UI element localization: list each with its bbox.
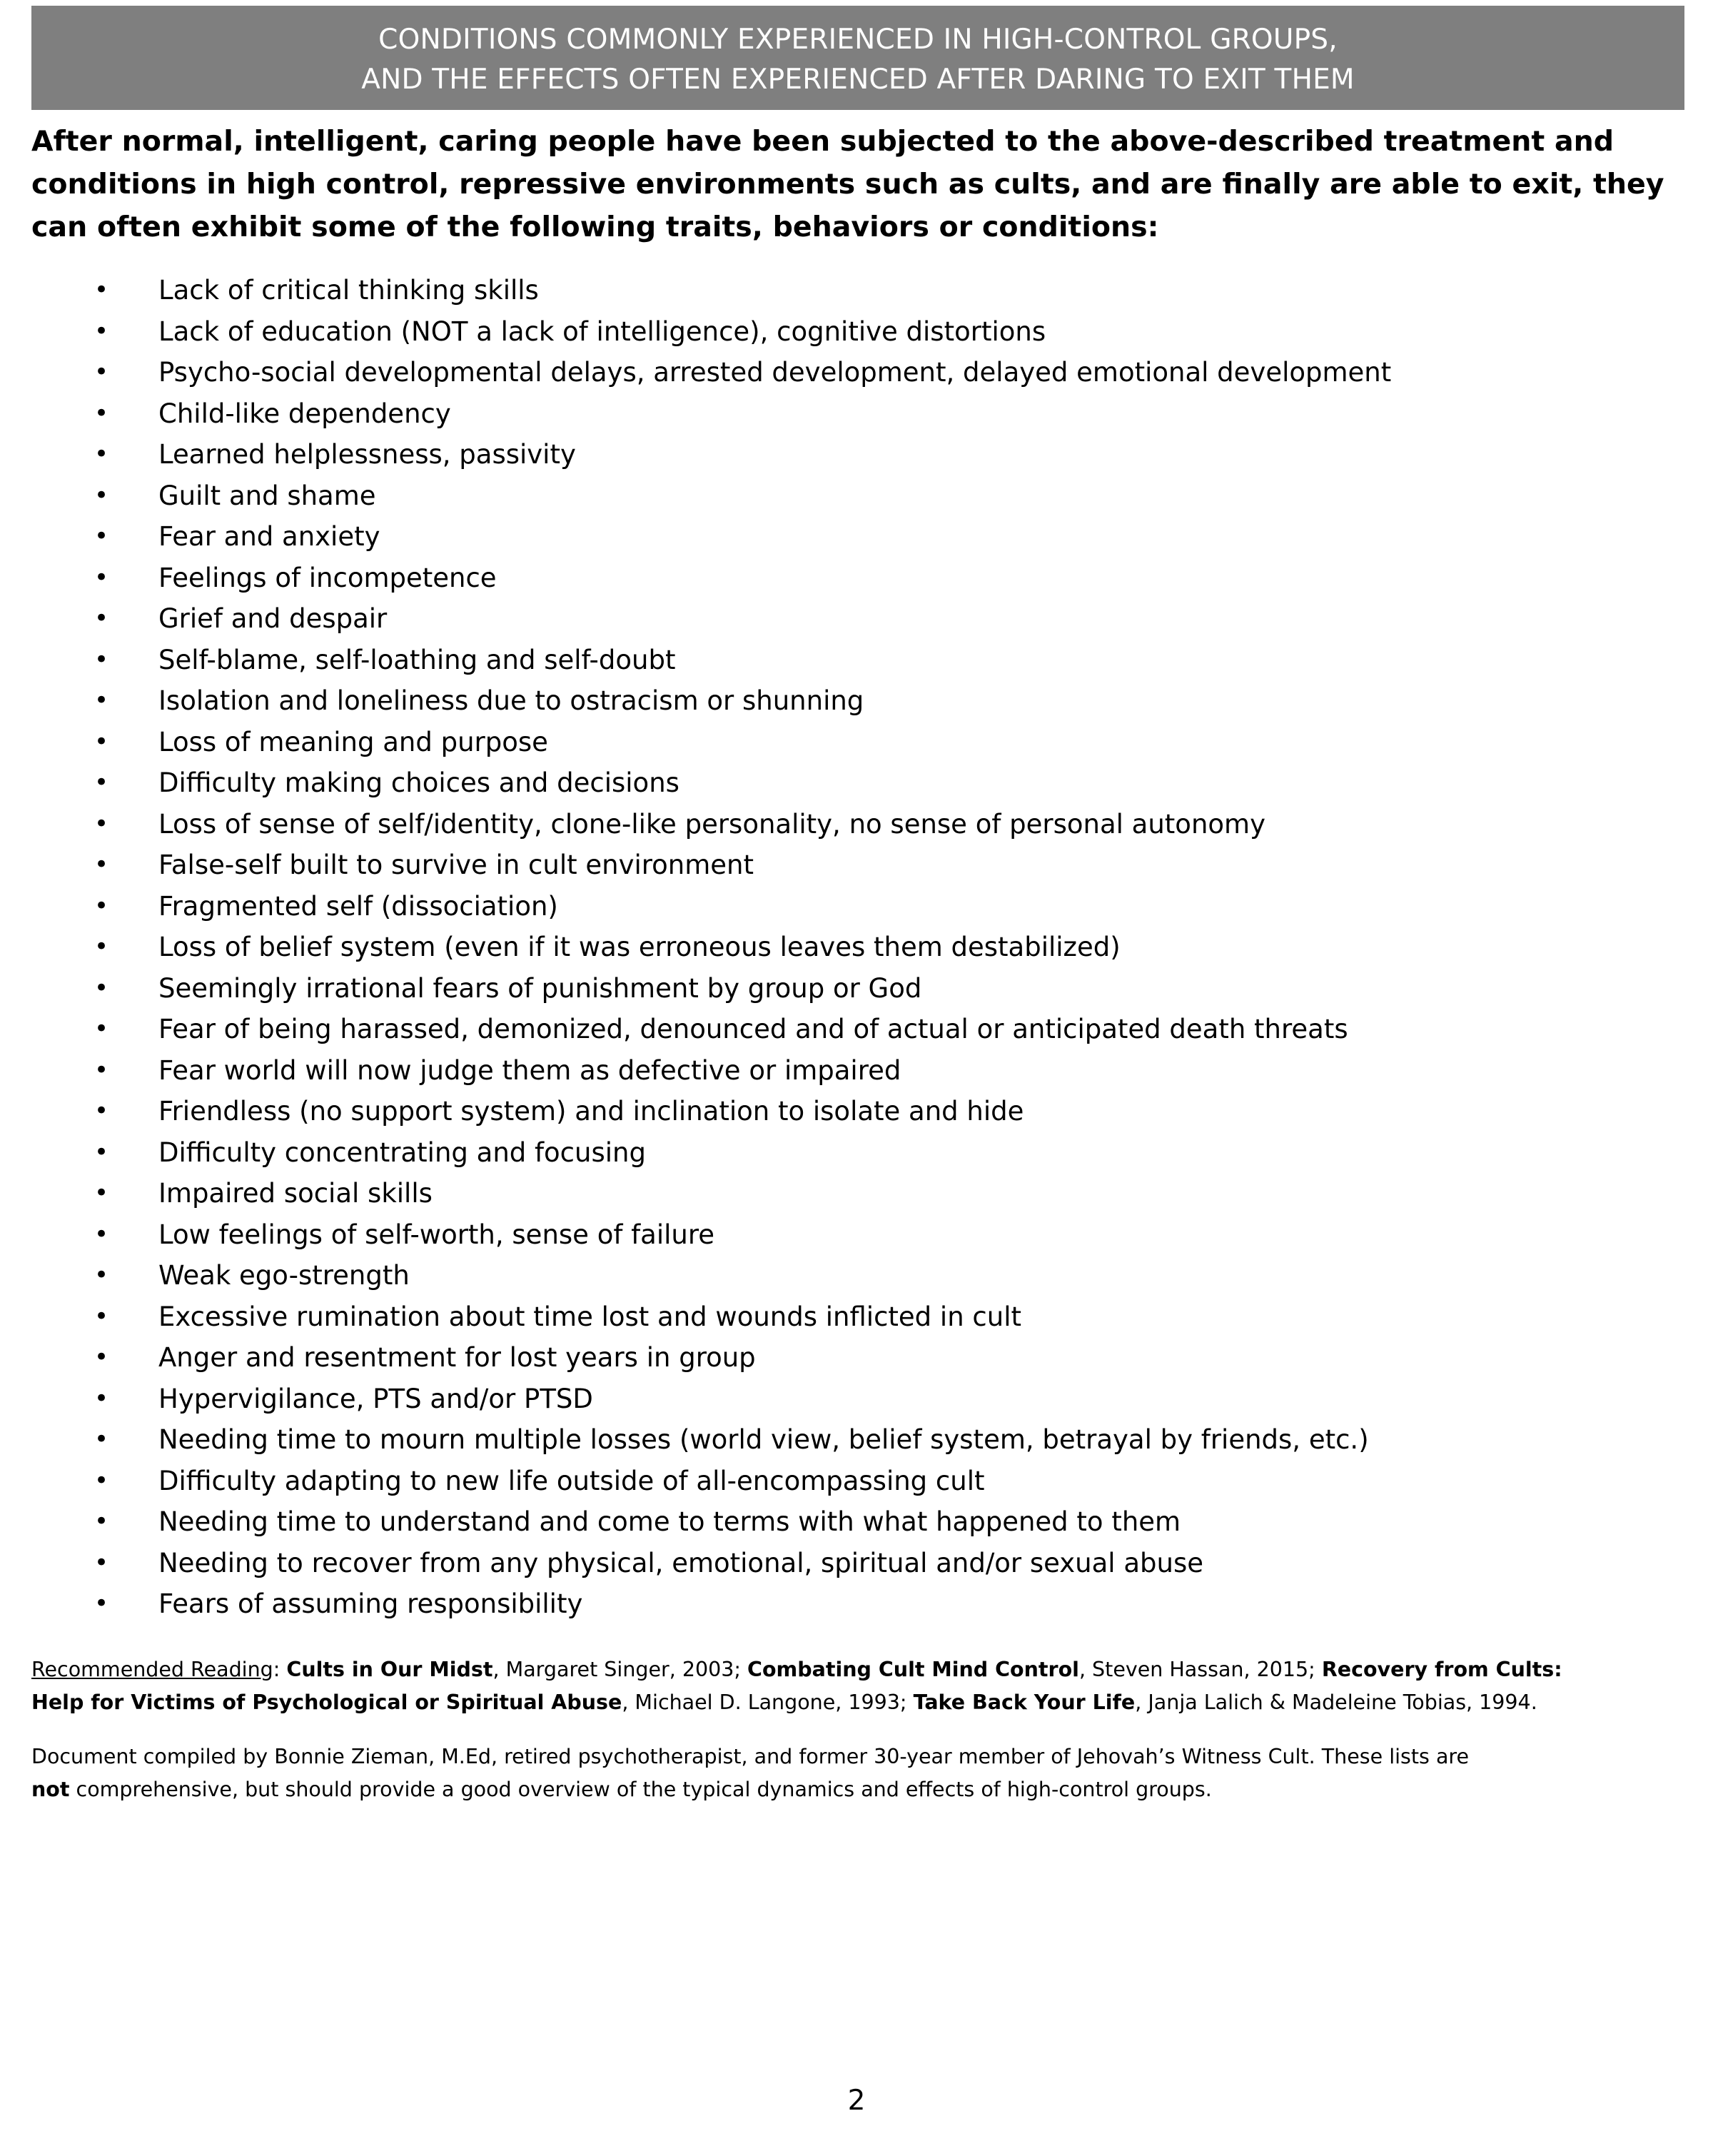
- list-item-text: Difficulty making choices and decisions: [158, 767, 679, 798]
- list-item: [31, 1501, 1684, 1543]
- list-item-text: Feelings of incompetence: [158, 562, 497, 593]
- list-item: [31, 1379, 1684, 1420]
- recommended-reading: [31, 1653, 1684, 1719]
- book-title: Cults in Our Midst: [286, 1657, 493, 1681]
- reading-line-2: [31, 1686, 1684, 1719]
- list-item-text: Fears of assuming responsibility: [158, 1588, 583, 1619]
- list-item: [31, 1009, 1684, 1050]
- intro-line-2: conditions in high control, repressive environments such as cults, and are finally are able to exit, they: [31, 168, 1664, 201]
- book-info: , Steven Hassan, 2015;: [1078, 1657, 1322, 1681]
- bullet-icon: •: [94, 1219, 109, 1249]
- bullet-icon: •: [94, 398, 109, 428]
- bullet-icon: •: [94, 1384, 109, 1413]
- bullet-icon: •: [94, 645, 109, 674]
- bullet-icon: •: [94, 1137, 109, 1167]
- reading-colon: :: [273, 1657, 287, 1681]
- list-item-text: Loss of meaning and purpose: [158, 726, 548, 757]
- list-item-text: Self-blame, self-loathing and self-doubt: [158, 644, 676, 675]
- list-item-text: Seemingly irrational fears of punishment by group or God: [158, 972, 922, 1004]
- banner-line-1: CONDITIONS COMMONLY EXPERIENCED IN HIGH-CONTROL GROUPS,: [378, 24, 1338, 56]
- list-item: [31, 1214, 1684, 1256]
- list-item: [31, 1173, 1684, 1214]
- list-item-text: Low feelings of self-worth, sense of failure: [158, 1219, 714, 1250]
- list-item-text: Excessive rumination about time lost and wounds inflicted in cult: [158, 1301, 1022, 1332]
- list-item: [31, 352, 1684, 393]
- list-item-text: False-self built to survive in cult environment: [158, 850, 754, 880]
- bullet-icon: •: [94, 1466, 109, 1495]
- list-item-text: Fear world will now judge them as defective or impaired: [158, 1054, 901, 1086]
- list-item-text: Hypervigilance, PTS and/or PTSD: [158, 1383, 593, 1414]
- bullet-icon: •: [94, 768, 109, 797]
- list-item: [31, 270, 1684, 311]
- list-item: [31, 558, 1684, 599]
- reading-line-1: [31, 1653, 1684, 1686]
- list-item-text: Fragmented self (dissociation): [158, 890, 558, 922]
- list-item-text: Loss of belief system (even if it was erroneous leaves them destabilized): [158, 932, 1121, 962]
- list-item-text: Fear of being harassed, demonized, denounced and of actual or anticipated death threats: [158, 1014, 1348, 1044]
- bullet-icon: •: [94, 358, 109, 386]
- banner-line-2: AND THE EFFECTS OFTEN EXPERIENCED AFTER DARING TO EXIT THEM: [361, 64, 1355, 96]
- bullet-icon: •: [94, 276, 109, 304]
- list-item: [31, 516, 1684, 558]
- title-banner: [31, 6, 1684, 110]
- list-item: [31, 968, 1684, 1009]
- list-item: [31, 1583, 1684, 1625]
- list-item: [31, 434, 1684, 475]
- bullet-icon: •: [94, 973, 109, 1002]
- list-item: [31, 1461, 1684, 1502]
- list-item: [31, 886, 1684, 927]
- book-info: , Michael D. Langone, 1993;: [622, 1690, 914, 1714]
- bullet-icon: •: [94, 604, 109, 633]
- list-item: [31, 475, 1684, 517]
- book-info: , Margaret Singer, 2003;: [492, 1657, 748, 1681]
- bullet-icon: •: [94, 1261, 109, 1289]
- list-item: [31, 311, 1684, 353]
- bullet-icon: •: [94, 727, 109, 756]
- book-title: Take Back Your Life: [913, 1690, 1136, 1714]
- book-title: Recovery from Cults:: [1321, 1657, 1562, 1681]
- list-item-text: Psycho-social developmental delays, arrested development, delayed emotional development: [158, 357, 1392, 388]
- bullet-icon: •: [94, 686, 109, 715]
- list-item: [31, 1132, 1684, 1174]
- list-item-text: Lack of critical thinking skills: [158, 275, 539, 306]
- note-emphasis: not: [31, 1777, 70, 1801]
- page-number: 2: [847, 2085, 866, 2117]
- bullet-icon: •: [94, 1301, 109, 1331]
- book-info: , Janja Lalich & Madeleine Tobias, 1994.: [1135, 1690, 1537, 1714]
- bullet-icon: •: [94, 440, 109, 468]
- list-item: [31, 762, 1684, 804]
- bullet-icon: •: [94, 563, 109, 592]
- list-item-text: Child-like dependency: [158, 398, 451, 429]
- list-item: [31, 927, 1684, 968]
- list-item: [31, 1296, 1684, 1338]
- list-item-text: Anger and resentment for lost years in group: [158, 1342, 756, 1373]
- list-item-text: Isolation and loneliness due to ostracism or shunning: [158, 685, 864, 716]
- bullet-icon: •: [94, 850, 109, 879]
- note-line-2: [31, 1773, 1684, 1806]
- bullet-icon: •: [94, 1589, 109, 1618]
- list-item-text: Loss of sense of self/identity, clone-like personality, no sense of personal autonomy: [158, 808, 1265, 840]
- note-text: comprehensive, but should provide a good overview of the typical dynamics and effects of high-control groups.: [69, 1777, 1212, 1801]
- book-title: Combating Cult Mind Control: [747, 1657, 1079, 1681]
- bullet-icon: •: [94, 1097, 109, 1125]
- list-item-text: Fear and anxiety: [158, 521, 380, 552]
- list-item-text: Friendless (no support system) and inclination to isolate and hide: [158, 1096, 1024, 1127]
- list-item: [31, 804, 1684, 845]
- list-item-text: Needing to recover from any physical, emotional, spiritual and/or sexual abuse: [158, 1547, 1203, 1578]
- bullet-icon: •: [94, 1425, 109, 1454]
- intro-paragraph: [31, 120, 1684, 248]
- list-item: [31, 680, 1684, 722]
- list-item: [31, 1091, 1684, 1132]
- document-page: [31, 6, 1684, 1806]
- list-item-text: Difficulty adapting to new life outside of all-encompassing cult: [158, 1465, 985, 1496]
- bullet-icon: •: [94, 1014, 109, 1043]
- list-item-text: Needing time to mourn multiple losses (world view, belief system, betrayal by friends, etc.): [158, 1424, 1369, 1455]
- intro-line-3: can often exhibit some of the following traits, behaviors or conditions:: [31, 211, 1159, 243]
- bullet-icon: •: [94, 1343, 109, 1371]
- list-item: [31, 393, 1684, 435]
- bullet-icon: •: [94, 1507, 109, 1536]
- list-item: [31, 1337, 1684, 1379]
- list-item: [31, 1419, 1684, 1461]
- traits-list: [31, 270, 1684, 1625]
- list-item: [31, 640, 1684, 681]
- list-item: [31, 1255, 1684, 1296]
- list-item-text: Learned helplessness, passivity: [158, 439, 576, 470]
- list-item-text: Needing time to understand and come to terms with what happened to them: [158, 1506, 1181, 1537]
- compiler-note: [31, 1741, 1684, 1806]
- reading-label: Recommended Reading: [31, 1657, 273, 1681]
- bullet-icon: •: [94, 316, 109, 346]
- list-item-text: Weak ego-strength: [158, 1260, 410, 1291]
- list-item: [31, 722, 1684, 763]
- bullet-icon: •: [94, 1179, 109, 1207]
- list-item: [31, 1050, 1684, 1092]
- bullet-icon: •: [94, 1055, 109, 1084]
- list-item-text: Lack of education (NOT a lack of intelligence), cognitive distortions: [158, 316, 1046, 347]
- list-item-text: Guilt and shame: [158, 480, 376, 511]
- list-item: [31, 1543, 1684, 1584]
- bullet-icon: •: [94, 522, 109, 550]
- note-line-1: Document compiled by Bonnie Zieman, M.Ed, retired psychotherapist, and former 30-year member of Jehovah’s Witness Cult. These lists are: [31, 1744, 1470, 1768]
- bullet-icon: •: [94, 809, 109, 838]
- intro-line-1: After normal, intelligent, caring people have been subjected to the above-described treatment and: [31, 125, 1615, 158]
- list-item-text: Difficulty concentrating and focusing: [158, 1137, 646, 1168]
- bullet-icon: •: [94, 1548, 109, 1577]
- list-item: [31, 598, 1684, 640]
- book-title: Help for Victims of Psychological or Spiritual Abuse: [31, 1690, 622, 1714]
- list-item-text: Impaired social skills: [158, 1178, 433, 1209]
- bullet-icon: •: [94, 932, 109, 961]
- bullet-icon: •: [94, 480, 109, 510]
- bullet-icon: •: [94, 891, 109, 920]
- list-item-text: Grief and despair: [158, 603, 388, 634]
- list-item: [31, 845, 1684, 886]
